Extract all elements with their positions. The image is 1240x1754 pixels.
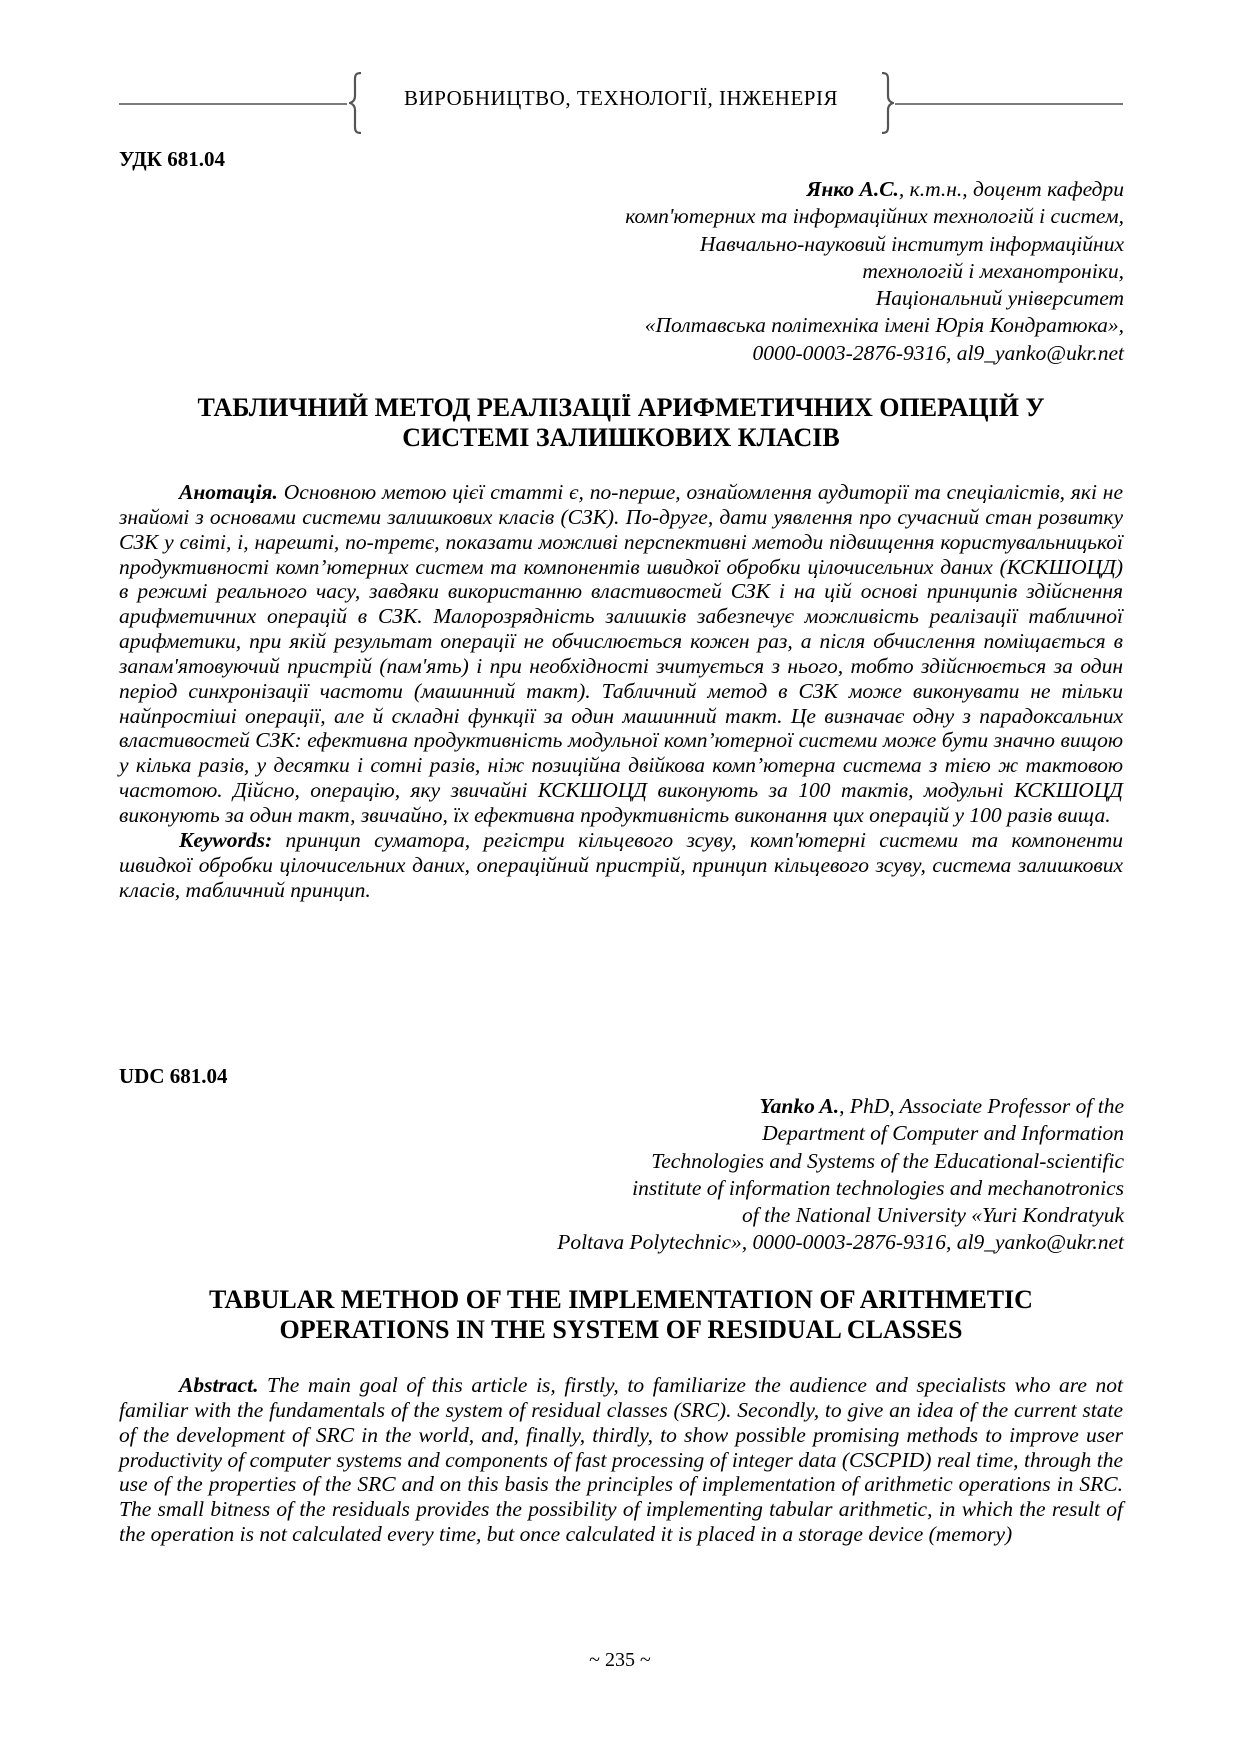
keywords-paragraph: [119, 828, 1123, 903]
author-line: Poltava Polytechnic», 0000-0003-2876-9316, al9_yanko@ukr.net: [557, 1230, 1124, 1255]
abstract-label: Анотація.: [179, 480, 278, 504]
author-name: Янко А.С.: [806, 177, 899, 201]
title-line: СИСТЕМІ ЗАЛИШКОВИХ КЛАСІВ: [402, 423, 840, 452]
section-title: ВИРОБНИЦТВО, ТЕХНОЛОГІЇ, ІНЖЕНЕРІЯ: [404, 86, 838, 110]
author-line: технологій і механотроніки,: [862, 258, 1124, 283]
author-line: Навчально-науковий інститут інформаційних: [699, 231, 1124, 256]
abstract-text: The main goal of this article is, firstly, to familiarize the audience and specialists who are not familiar with the fundamentals of the system of residual classes (SRC). Secondly, to give an idea of the current state of the development of SRC in the world, and, finally, thirdly, to show possible promising methods to improve user productivity of computer systems and components of fast processing of integer data (CSCPID) real time, through the use of the properties of the SRC and on this basis the principles of implementation of arithmetic operations in SRC. The small bitness of the residuals provides the possibility of implementing tabular arithmetic, in which the result of the operation is not calculated every time, but once calculated it is placed in a storage device (memory): [119, 1373, 1123, 1547]
udc-ukrainian: УДК 681.04: [119, 147, 225, 171]
keywords-text: принцип суматора, регістри кільцевого зсуву, комп'ютерні системи та компоненти швидкої обробки цілочисельних даних, операційний пристрій, принцип кільцевого зсуву, система залишкових класів, табличний принцип.: [119, 827, 1123, 902]
author-line: Technologies and Systems of the Educational-scientific: [651, 1148, 1124, 1173]
author-line: 0000-0003-2876-9316, al9_yanko@ukr.net: [752, 340, 1124, 365]
abstract-ukrainian: [119, 480, 1123, 902]
right-brace-ornament: [880, 72, 894, 134]
author-name: Yanko A.: [759, 1094, 840, 1118]
title-line: ТАБЛИЧНИЙ МЕТОД РЕАЛІЗАЦІЇ АРИФМЕТИЧНИХ ОПЕРАЦІЙ У: [197, 393, 1045, 422]
author-line: комп'ютерних та інформаційних технологій і систем,: [625, 204, 1124, 229]
header-rule-left: [119, 103, 347, 105]
abstract-paragraph: [119, 1373, 1123, 1547]
author-block-english: [400, 1093, 1124, 1257]
article-title-ukrainian: [119, 393, 1123, 453]
abstract-label: Abstract.: [179, 1373, 259, 1397]
author-line: of the National University «Yuri Kondratyuk: [741, 1203, 1124, 1228]
running-header: [119, 72, 1123, 134]
author-line: Yanko A., PhD, Associate Professor of the: [759, 1094, 1124, 1118]
header-rule-right: [895, 103, 1123, 105]
author-line: Department of Computer and Information: [762, 1121, 1124, 1146]
title-line: OPERATIONS IN THE SYSTEM OF RESIDUAL CLASSES: [279, 1315, 963, 1344]
abstract-paragraph: [119, 480, 1123, 828]
keywords-label: Keywords:: [179, 827, 273, 852]
abstract-english: [119, 1373, 1123, 1547]
article-title-english: [119, 1285, 1123, 1345]
author-line: Янко А.С., к.т.н., доцент кафедри: [806, 177, 1124, 201]
author-line: institute of information technologies and mechanotronics: [632, 1175, 1124, 1200]
author-block-ukrainian: [400, 176, 1124, 367]
author-line: «Полтавська політехніка імені Юрія Кондратюка»,: [644, 313, 1124, 338]
title-line: TABULAR METHOD OF THE IMPLEMENTATION OF ARITHMETIC: [209, 1285, 1033, 1314]
page-number: ~ 235 ~: [589, 1649, 651, 1671]
author-line: Національний університет: [875, 286, 1124, 311]
abstract-text: Основною метою цієї статті є, по-перше, ознайомлення аудиторії та спеціалістів, які не знайомі з основами системи залишкових класів (СЗК). По-друге, дати уявлення про сучасний стан розвитку СЗК у світі, і, нарешті, по-третє, показати можливі перспективні методи підвищення користувальницької продуктивності комп’ютерних систем та компонентів швидкої обробки цілочисельних даних (КСКШОЦД) в режимі реального часу, завдяки використанню властивостей СЗК і на цій основі принципів здійснення арифметичних операцій в СЗК. Малорозрядність залишків забезпечує можливість реалізації табличної арифметики, при якій результат операції не обчислюється кожен раз, а після обчислення поміщається в запам'ятовуючий пристрій (пам'ять) і при необхідності зчитується з нього, тобто здійснюється за один період синхронізації частоти (машинний такт). Табличний метод в СЗК може виконувати не тільки найпростіші операції, але й складні функції за один машинний такт. Це визначає одну з парадоксальних властивостей СЗК: ефективна продуктивність модульної комп’ютерної системи може бути значно вищою у кілька разів, у десятки і сотні разів, ніж позиційна двійкова комп’ютерна система з тією ж тактовою частотою. Дійсно, операцію, яку звичайні КСКШОЦД виконують за 100 тактів, модульні КСКШОЦД виконують за один такт, звичайно, їх ефективна продуктивність виконання цих операцій у 100 разів вища.: [119, 480, 1123, 827]
udc-english: UDC 681.04: [119, 1064, 228, 1088]
left-brace-ornament: [349, 72, 363, 134]
